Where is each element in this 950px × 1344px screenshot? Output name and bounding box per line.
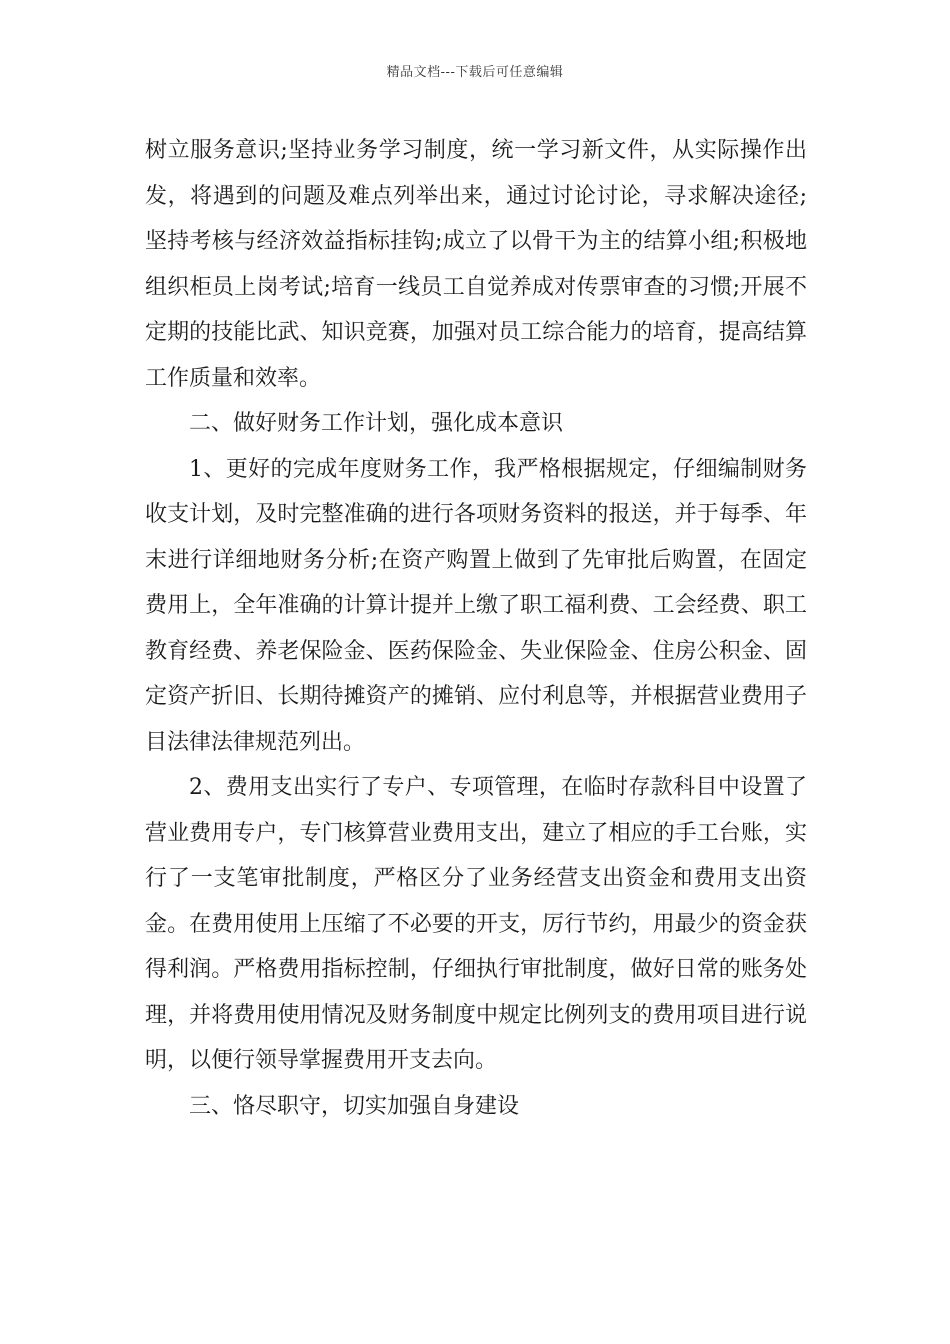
paragraph-expense-management: 2、费用支出实行了专户、专项管理，在临时存款科目中设置了营业费用专户，专门核算营业费用支出，建立了相应的手工台账，实行了一支笔审批制度，严格区分了业务经营支出资金和费用支出资金。在费用使用上压缩了不必要的开支，厉行节约，用最少的资金获得利润。严格费用指标控制，仔细执行审批制度，做好日常的账务处理，并将费用使用情况及财务制度中规定比例列支的费用项目进行说明，以便行领导掌握费用开支去向。 xyxy=(145,775,807,1073)
paragraph-service-awareness: 树立服务意识;坚持业务学习制度，统一学习新文件，从实际操作出发，将遇到的问题及难点列举出来，通过讨论讨论，寻求解决途径;坚持考核与经济效益指标挂钩;成立了以骨干为主的结算小组;积极地组织柜员上岗考试;培育一线员工自觉养成对传票审查的习惯;开展不定期的技能比武、知识竞赛，加强对员工综合能力的培育，提高结算工作质量和效率。 xyxy=(145,138,807,391)
page-header: 精品文档---下载后可任意编辑 xyxy=(386,65,564,80)
paragraph-annual-financial-work: 1、更好的完成年度财务工作，我严格根据规定，仔细编制财务收支计划，及时完整准确的进行各项财务资料的报送，并于每季、年末进行详细地财务分析;在资产购置上做到了先审批后购置，在固定费用上，全年准确的计算计提并上缴了职工福利费、工会经费、职工教育经费、养老保险金、医药保险金、失业保险金、住房公积金、固定资产折旧、长期待摊资产的摊销、应付利息等，并根据营业费用子目法律法律规范列出。 xyxy=(145,456,807,755)
section-heading-financial-plan: 二、做好财务工作计划，强化成本意识 xyxy=(189,411,564,436)
document-body xyxy=(145,128,807,1129)
section-heading-self-building: 三、恪尽职守，切实加强自身建设 xyxy=(189,1093,520,1119)
